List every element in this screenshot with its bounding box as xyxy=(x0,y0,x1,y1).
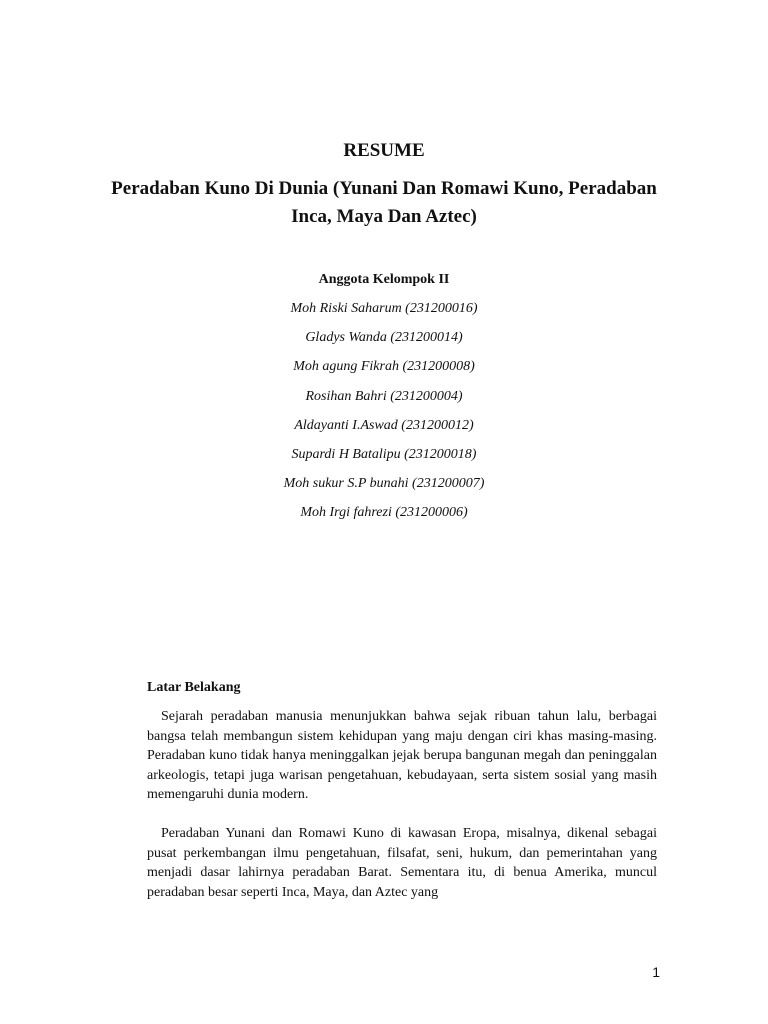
member-item: Moh Irgi fahrezi (231200006) xyxy=(300,505,468,521)
body-paragraph: Sejarah peradaban manusia menunjukkan bahwa sejak ribuan tahun lalu, berbagai bangsa telah membangun sistem kehidupan yang maju dengan ciri khas masing-masing. Peradaban kuno tidak hanya meninggalkan jejak berupa bangunan megah dan peninggalan arkeologis, tetapi juga warisan pengetahuan, kebudayaan, serta sistem sosial yang masih memengaruhi dunia modern. xyxy=(147,709,657,802)
member-item: Gladys Wanda (231200014) xyxy=(305,330,463,346)
member-item: Supardi H Batalipu (231200018) xyxy=(291,446,477,462)
document-title: RESUME xyxy=(343,140,425,161)
member-item: Moh Riski Saharum (231200016) xyxy=(290,301,478,316)
member-item: Rosihan Bahri (231200004) xyxy=(305,388,463,404)
members-heading: Anggota Kelompok II xyxy=(318,272,450,287)
members-list xyxy=(0,300,768,534)
body-paragraph: Peradaban Yunani dan Romawi Kuno di kawasan Eropa, misalnya, dikenal sebagai pusat perkembangan ilmu pengetahuan, filsafat, seni, hukum, dan pemerintahan yang menjadi dasar lahirnya peradaban Barat. Sementara itu, di benua Amerika, muncul peradaban besar seperti Inca, Maya, dan Aztec yang xyxy=(147,826,657,900)
page-number: 1 xyxy=(652,964,660,980)
member-item: Moh agung Fikrah (231200008) xyxy=(293,359,475,375)
section-heading: Latar Belakang xyxy=(147,680,241,695)
document-subtitle: Peradaban Kuno Di Dunia (Yunani Dan Romawi Kuno, Peradaban Inca, Maya Dan Aztec) xyxy=(111,178,657,227)
member-item: Aldayanti I.Aswad (231200012) xyxy=(294,417,474,433)
member-item: Moh sukur S.P bunahi (231200007) xyxy=(283,476,485,492)
